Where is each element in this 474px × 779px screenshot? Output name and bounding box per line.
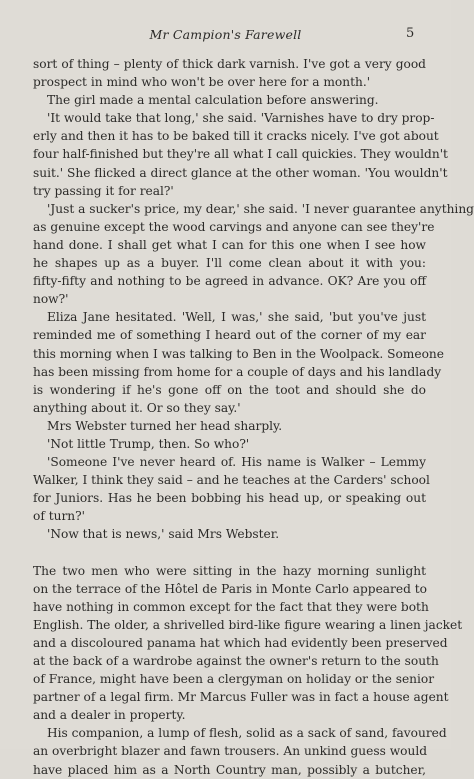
text-line: 'Now that is news,' said Mrs Webster. [47, 527, 280, 542]
running-title: Mr Campion's Farewell [149, 27, 302, 42]
text-line: prospect in mind who won't be over here for a month.' [33, 75, 371, 90]
text-line: His companion, a lump of flesh, solid as a sack of sand, favoured [47, 726, 447, 741]
text-line: Mrs Webster turned her head sharply. [47, 418, 283, 433]
text-line: he shapes up as a buyer. I'll come clean about it with you: [33, 256, 426, 271]
text-line: 'Just a sucker's price, my dear,' she said. 'I never guarantee anything [47, 201, 474, 216]
text-line: hand done. I shall get what I can for this one when I see how [33, 237, 426, 252]
text-line: Walker, I think they said – and he teaches at the Carders' school [33, 473, 430, 488]
text-line: now?' [33, 292, 69, 307]
section-break [33, 544, 426, 562]
page-body [33, 55, 474, 779]
text-line: and a discoloured panama hat which had evidently been preserved [33, 635, 448, 650]
text-line: for Juniors. Has he been bobbing his head up, or speaking out [33, 491, 426, 506]
text-line: The girl made a mental calculation before answering. [47, 93, 379, 108]
text-line: have placed him as a North Country man, possibly a butcher, [33, 762, 426, 777]
text-line: 'Not little Trump, then. So who?' [47, 436, 250, 451]
text-line: has been missing from home for a couple of days and his landlady [33, 364, 442, 379]
text-line: as genuine except the wood carvings and anyone can see they're [33, 219, 435, 234]
text-line: reminded me of something I heard out of the corner of my ear [33, 328, 426, 343]
text-line: erly and then it has to be baked till it cracks nicely. I've got about [33, 129, 439, 144]
text-line: have nothing in common except for the fact that they were both [33, 599, 429, 614]
text-line: English. The older, a shrivelled bird-like figure wearing a linen jacket [33, 617, 463, 632]
text-line: is wondering if he's gone off on the toot and should she do [33, 382, 426, 397]
text-line: The two men who were sitting in the hazy morning sunlight [33, 563, 426, 578]
text-line: 'Someone I've never heard of. His name is Walker – Lemmy [47, 455, 426, 470]
text-line: four half-finished but they're all what I call quickies. They wouldn't [33, 147, 448, 162]
text-line: an overbright blazer and fawn trousers. An unkind guess would [33, 744, 428, 759]
text-line: Eliza Jane hesitated. 'Well, I was,' she said, 'but you've just [47, 310, 426, 325]
text-line: sort of thing – plenty of thick dark varnish. I've got a very good [33, 57, 426, 71]
text-line: of turn?' [33, 509, 86, 524]
text-line: on the terrace of the Hôtel de Paris in Monte Carlo appeared to [33, 581, 427, 596]
page-number: 5 [406, 26, 415, 41]
text-line: and a dealer in property. [33, 708, 186, 723]
text-line: anything about it. Or so they say.' [33, 400, 241, 415]
text-line: try passing it for real?' [33, 183, 174, 198]
text-line: fifty-fifty and nothing to be agreed in advance. OK? Are you off [33, 274, 426, 289]
text-line: suit.' She flicked a direct glance at the other woman. 'You wouldn't [33, 165, 448, 180]
text-line: this morning when I was talking to Ben in the Woolpack. Someone [33, 346, 444, 361]
text-line: at the back of a wardrobe against the owner's return to the south [33, 654, 439, 668]
text-line: 'It would take that long,' she said. 'Varnishes have to dry prop- [47, 111, 435, 126]
text-line: of France, might have been a clergyman on holiday or the senior [33, 672, 435, 687]
text-line: partner of a legal firm. Mr Marcus Fuller was in fact a house agent [33, 690, 449, 705]
